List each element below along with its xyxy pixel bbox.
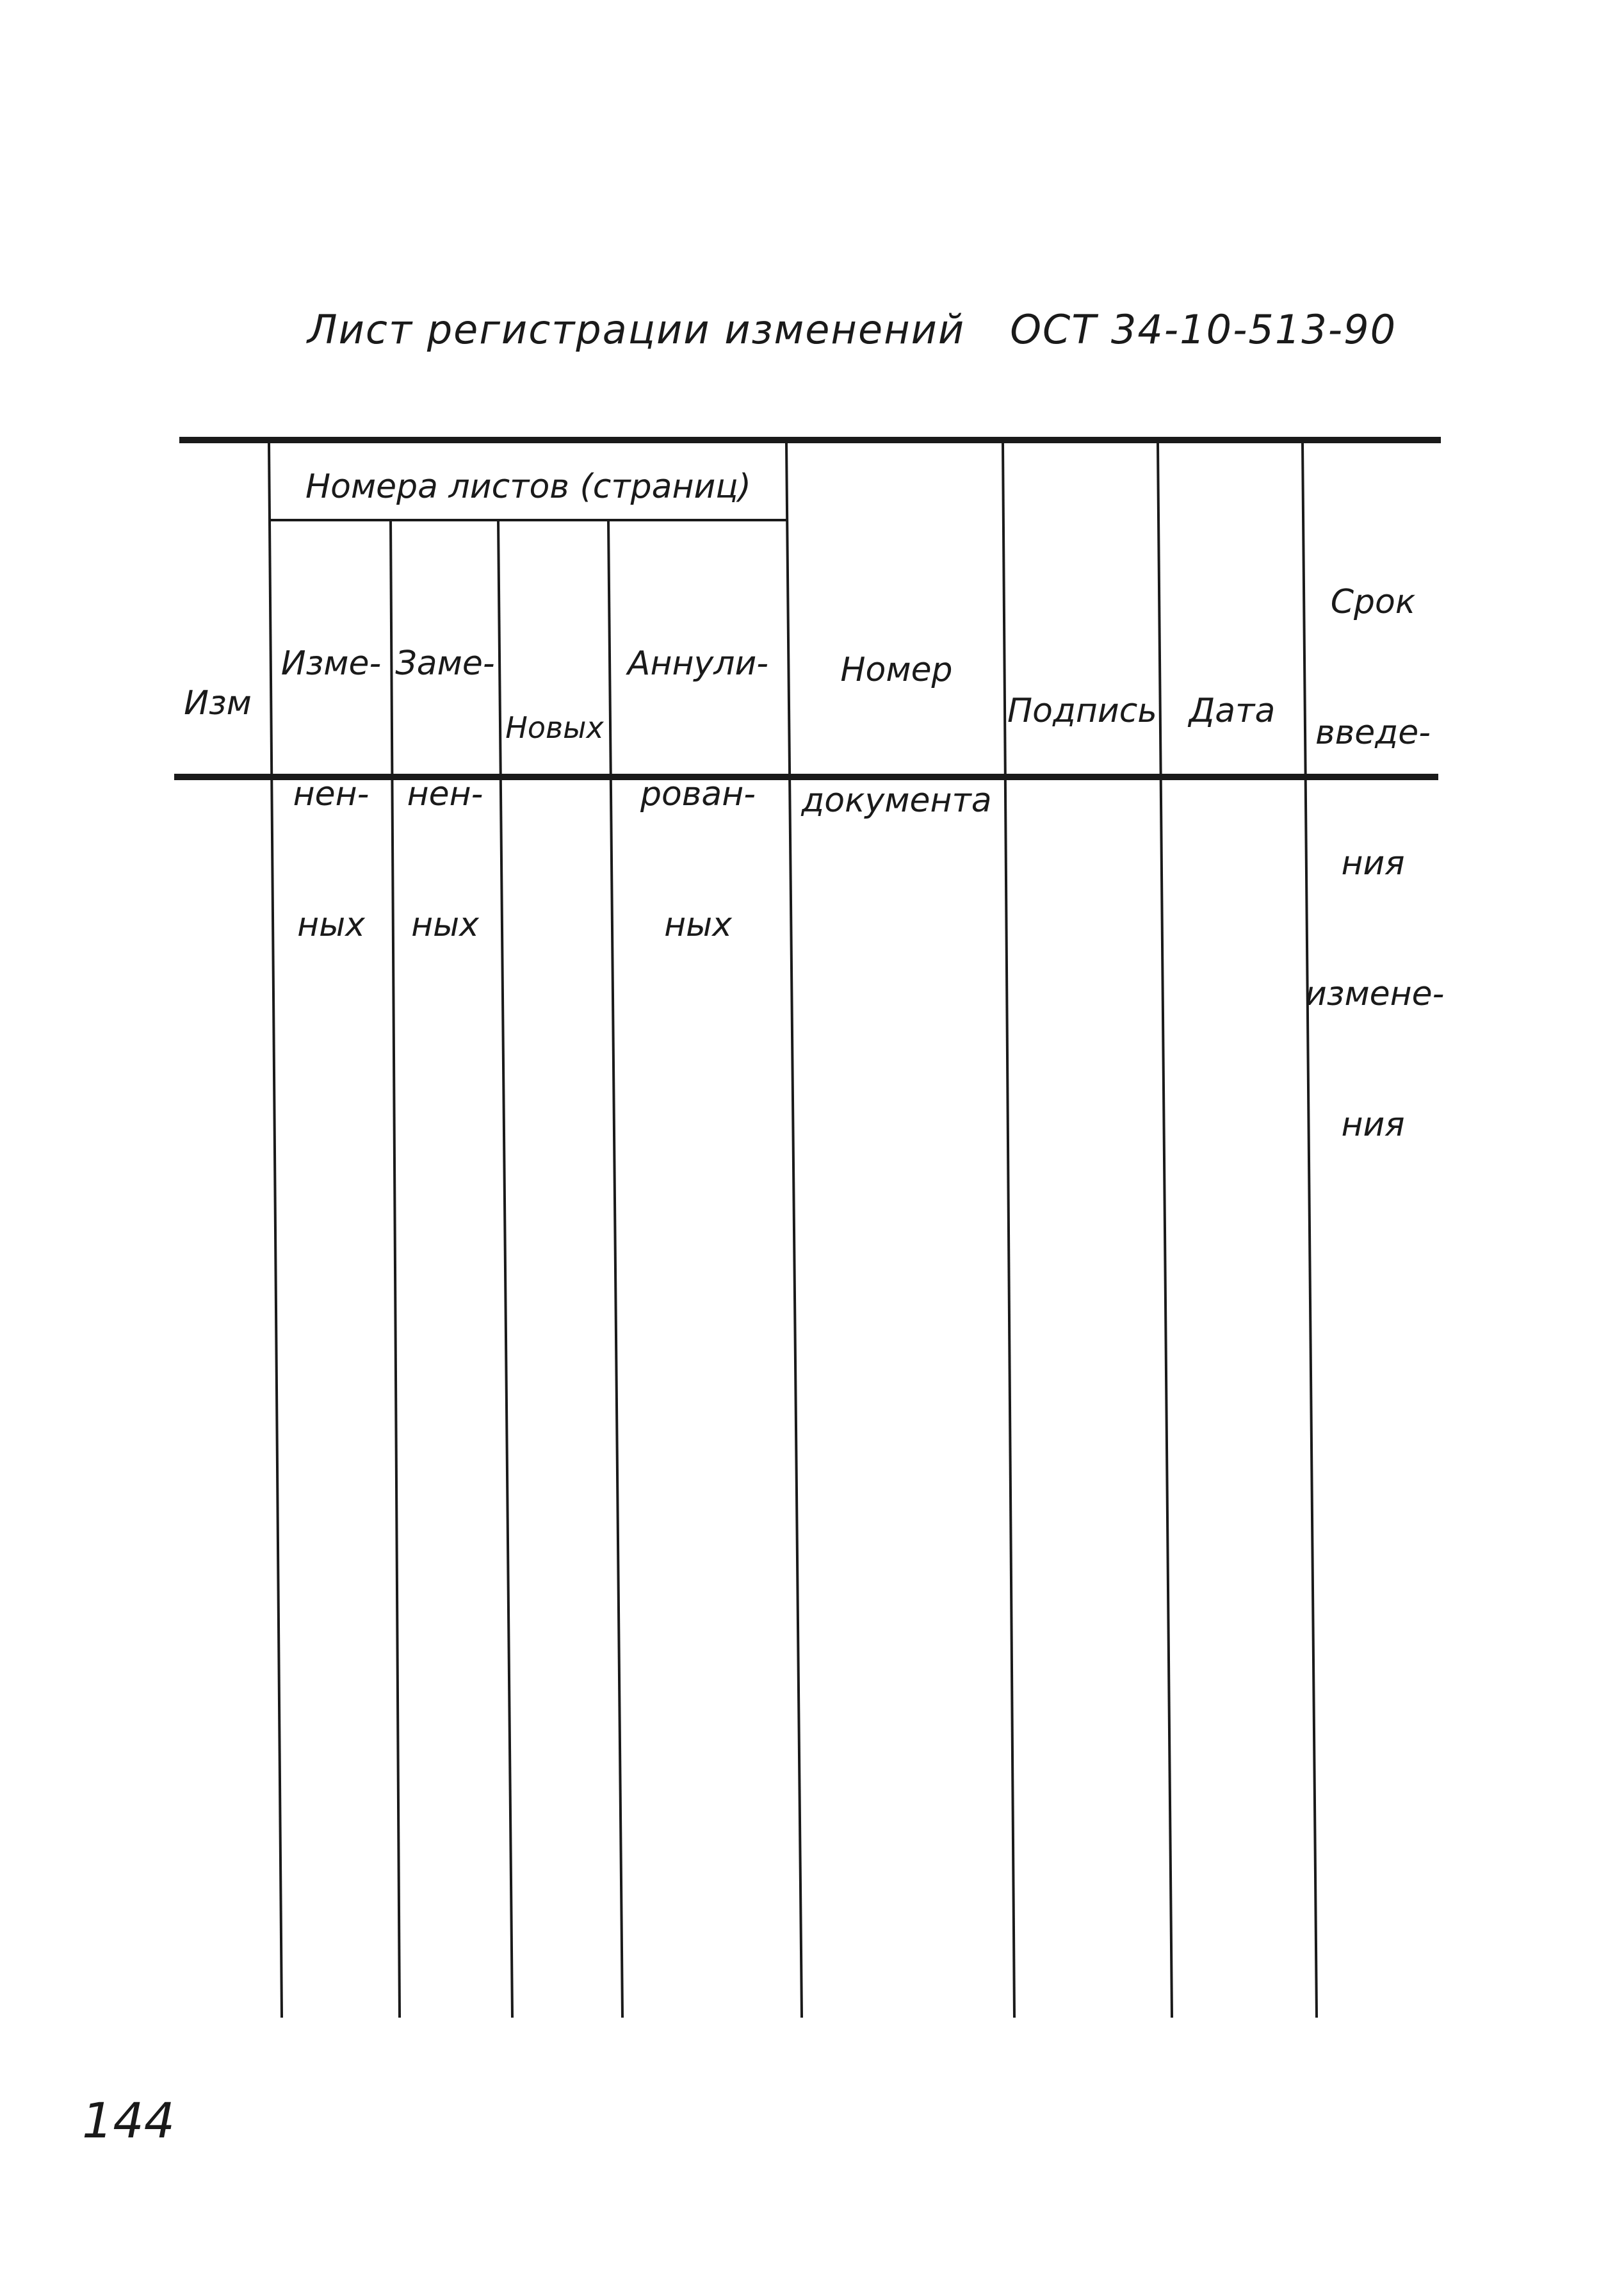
document-code: ОСТ 34-10-513-90 bbox=[1010, 306, 1397, 353]
group-header: Номера листов (страниц) bbox=[305, 468, 751, 506]
col-header-izm: Изм bbox=[184, 684, 252, 723]
col-header-podpis: Подпись bbox=[1007, 692, 1157, 730]
col-header-izmenennykh: Изме- нен- ных bbox=[280, 644, 382, 944]
col-header-zamenennykh: Заме- нен- ных bbox=[395, 644, 495, 944]
col-header-nomer-dokumenta: Номер документа bbox=[801, 651, 992, 820]
col-header-data: Дата bbox=[1189, 692, 1276, 730]
col-header-annulirovannykh: Аннули- рован- ных bbox=[627, 644, 769, 944]
title-text: Лист регистрации изменений bbox=[307, 306, 966, 353]
col-header-srok: Срок введе- ния измене- ния bbox=[1305, 583, 1445, 1144]
page-number: 144 bbox=[82, 2092, 175, 2149]
col-header-novykh: Новых bbox=[505, 710, 604, 745]
table-top-rule bbox=[179, 437, 1441, 443]
